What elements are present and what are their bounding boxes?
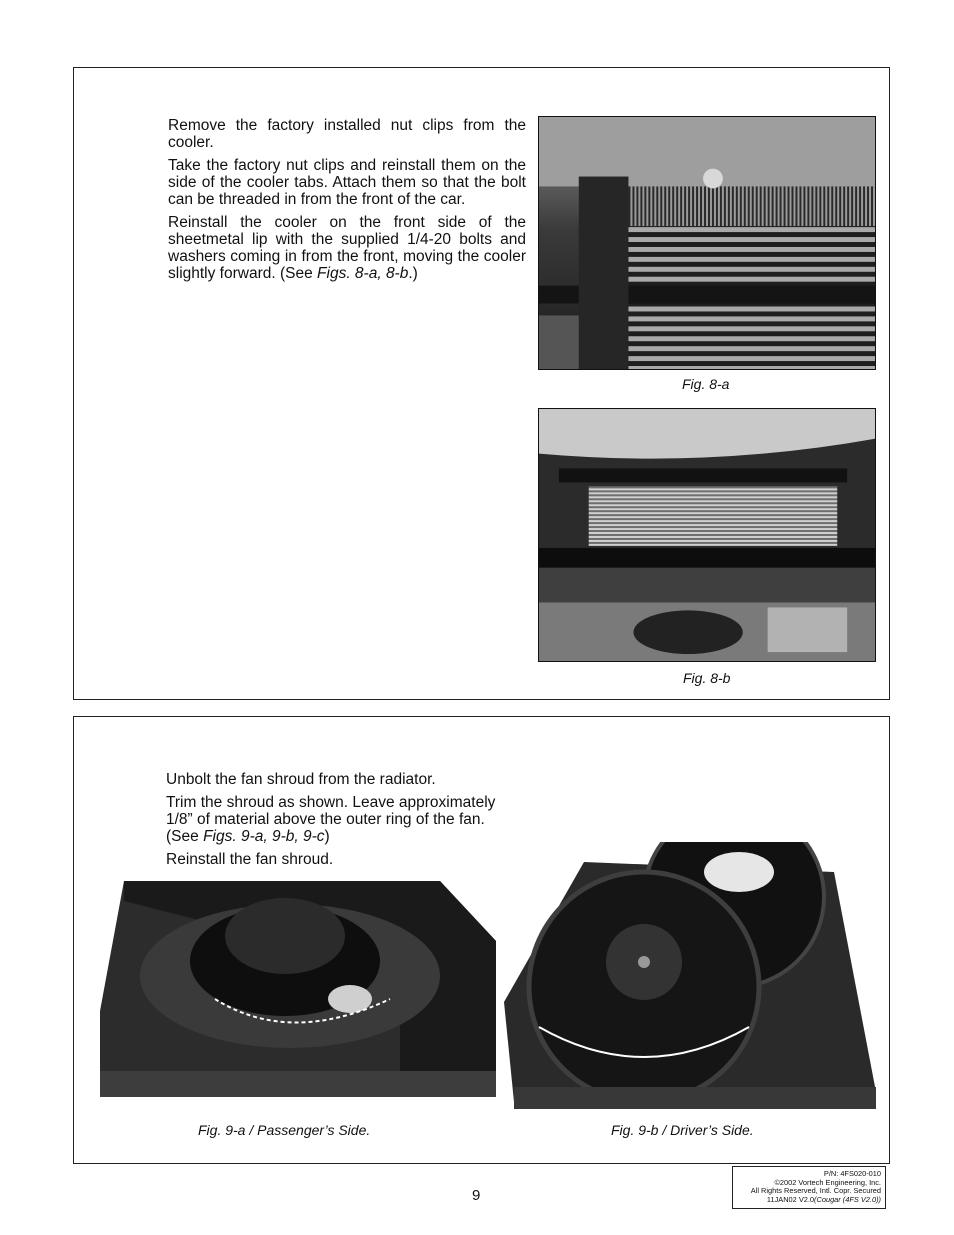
copyright-line: ©2002 Vortech Engineering, Inc.: [774, 1177, 881, 1187]
step-unbolt-shroud: Unbolt the fan shroud from the radiator.: [166, 771, 436, 788]
fig-9a-photo: [100, 881, 496, 1097]
copyright-box: [732, 1166, 886, 1209]
fig-8a-caption: Fig. 8-a: [682, 376, 730, 392]
step-remove-nut-clips: Remove the factory installed nut clips from the cooler.: [168, 117, 526, 151]
rights-line: All Rights Reserved, Intl. Copr. Secured: [750, 1186, 881, 1196]
step-trim-shroud: Trim the shroud as shown. Leave approximately 1/8” of material above the outer ring of the fan. (See Figs. 9-a, 9-b, 9-c): [166, 794, 496, 845]
fig-8b-caption: Fig. 8-b: [683, 670, 731, 686]
fig-9b-caption: Fig. 9-b / Driver’s Side.: [611, 1122, 754, 1138]
fig-9a-caption: Fig. 9-a / Passenger’s Side.: [198, 1122, 371, 1138]
fan-shroud-instructions: [166, 771, 518, 874]
fig-8a-photo: [538, 116, 876, 370]
step-reinstall-shroud: Reinstall the fan shroud.: [166, 851, 334, 868]
page-number: 9: [472, 1187, 481, 1204]
version-line: 11JAN02 V2.0(Cougar (4FS V2.0)): [766, 1194, 881, 1204]
instruction-panel-cooler: [73, 67, 890, 700]
instruction-panel-fan-shroud: [73, 716, 890, 1164]
part-number: P/N: 4FS020-010: [823, 1169, 881, 1178]
step-reinstall-nut-clips: Take the factory nut clips and reinstall them on the side of the cooler tabs. Attach them so that the bolt can be threaded in from the front of the car.: [168, 157, 526, 208]
fig-9b-photo: [504, 842, 878, 1112]
fig-8b-photo: [538, 408, 876, 662]
step-reinstall-cooler: Reinstall the cooler on the front side of the sheetmetal lip with the supplied 1/4-20 bolts and washers coming in from the front, moving the cooler slightly forward. (See Figs. 8-a, 8-b.): [168, 214, 526, 282]
cooler-instructions: [168, 117, 526, 288]
